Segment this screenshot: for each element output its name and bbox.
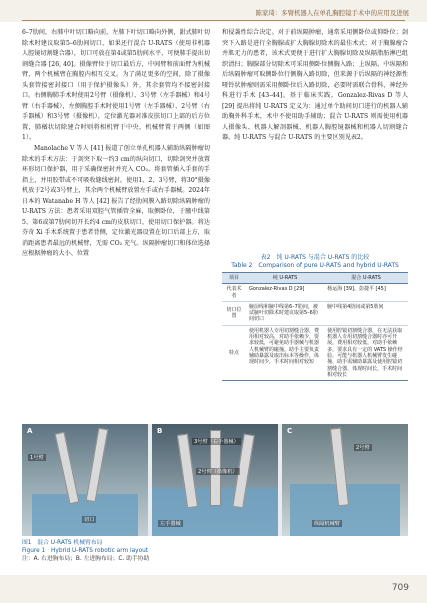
row-label: 切口位置 (222, 301, 246, 325)
table-caption-en: Table 2 Comparison of pure U-RATS and hybrid U-RATS (231, 262, 399, 269)
table-row (222, 325, 408, 380)
column-header-hybrid: 混合 U-RATS (324, 273, 408, 284)
arm-tag: 纵隔机械臂 (314, 521, 340, 527)
left-paragraph-1: 6–7肋间，右肺中叶切口略向前，左肺下叶切口略向外侧，鉗式肺叶切除术时建议取第5–6肋间切口，如果还行混合 U-RATS（使用非机器人腔镜切割缝合器），切口可放在第4或第5肋间水平，可便肺手提出切割缝合器 [26, 40]。摄像臂位于切口最后方，中间臂和前面臂为机械臂，两个机械臂在胸腔内相互交叉。为了满足更多的空间，除了摄像头套管接密封接口（用于保护摄像头）外，其余套管均不接密封接口。右侧胸肺手术时使用2号臂（摄像机）、3号臂（左手器械）和4号臂（右手器械），左侧胸腔手术时使用1号臂（左手器械）、2号臂（右手器械）和3号臂（摄像机），定位激光器对准皮肤切口上部的后方位置，肺楢状切除建合时则将相机臂于中央，机械臂置于两侧（如图1）。 (22, 29, 210, 142)
cell-pure: 腋前线和腋中线第6–7肋间，被试腋叶切除术时建议取第5–6肋间切口 (246, 301, 324, 325)
page-number: 709 (391, 583, 409, 593)
cell-pure: Gonzalez-Rivas D [29] (246, 284, 324, 302)
incision-tag: 切口 (84, 517, 95, 523)
left-column (22, 28, 210, 260)
table-row (222, 284, 408, 302)
table-row (222, 301, 408, 325)
photo-panel-b (152, 424, 278, 536)
arm-tag: 2号臂（摄像机） (198, 469, 238, 475)
figure-caption-cn: 图1 混合 U-RATS 机械臂布局 (22, 540, 103, 546)
arm-tag: 2号臂 (356, 445, 370, 451)
row-label: 代表术者 (222, 284, 246, 302)
figure-note: 注：A. 右进胸布局；B. 左进胸布局；C. 助手协助 (22, 556, 150, 562)
robotic-arm (86, 428, 109, 503)
right-paragraph-1: 和侵袭性综合决定。对于前纵隔肿瘤，通常采用侧卧位或仰卧位；剑突下入路是进行全胸腺或扩大胸腺切除术的最佳术式；对于胸腺瘤合并肌无力的患者，该术式更便于进行扩大胸腺切除及纵隔脂肪淋巴组织清扫；胸腺部分切除术可采用侧卧位侧胸入路；上纵隔、中纵隔和后纵隔肿瘤可取侧卧位行侧胸入路切除，但来源于后纵隔的神经源性哑铃状肿瘤则需采用侧卧位后入路切除，必要时需联合骨科、神经外科进行手术 [43–44]。基于临床实践，Gonzalez-Rivas D 等人 [29] 提出将纯 U-RATS 定义为：通过单个助间切口进行的机器人辅助胸外科手术，术中不使用助手辅助；混合 U-RATS 则需使用机器人摄像头、机器人解剖器械、机器人胸腔镜器械和机器人切割缝合器。纯 U-RATS 与混合 U-RATS 的主要区别见表2。 (222, 29, 408, 142)
figure-1 (22, 424, 408, 536)
arm-tag: 3号臂（右手器械） (194, 439, 239, 445)
column-header-pure: 纯 U-RATS (246, 273, 324, 284)
footer-band (0, 575, 427, 603)
running-header: 陈家琦：多臂机器人在单孔胸腔镜手术中的应用及进展 (255, 9, 409, 17)
arm-tag: 1号臂 (30, 455, 44, 461)
left-paragraph-2: Manolache V 等人 [41] 报道了创立单孔机器人辅助纵隔肿瘤切除术的手术方法：于剑突下取一约3 cm的纵向切口，切除剑突并放置环形切口保护器，用于采确保密封并充入 CO₂，将套管插入手套的手指上，并用胶带或不可吸收缝线密封。使用1、2、3号臂，将30°摄像机放于2号或3号臂上，其余两个机械臂放置左手或右手器械。2024年日本的 Watanabe H 等人 [42] 报告了经肋间膜入路切除纵隔肿瘤的 U-RATS 方法：患者采用双腔气管插管全麻，取侧卧位，于腋中线第5、第6或第7肋间切开长约4 cm的皮肤切口，使用切口保护器。将达芬奇 Xi 手术系统置于患者背侧，定位激光器设置在切口后部上方，取消距离患者最远的机械臂，无需 CO₂ 充气。纵隔肿瘤切口和体位选择应根据肿瘤的大小、位置 (22, 145, 210, 258)
comparison-table (222, 272, 408, 381)
cell-hybrid: 杨运海 [39]、彭捷平 [45] (324, 284, 408, 302)
table-header-row (222, 273, 408, 284)
cell-hybrid: 使用腔镜切割缝合器，在无法获取机器人专用切割缝合器时亦可开展，费用相对较低，对助手依赖多，要求具有一定的 VATS 操作经验，可能与机器人机械臂发生碰撞，助手需辅助暴露及使用腔镜切割缝合器，体现时间长，手术时间相对较长 (324, 325, 408, 380)
table-caption-cn: 表2 纯 U-RATS 与混合 U-RATS 的比较 (260, 254, 370, 261)
photo-panel-c (282, 424, 408, 536)
panel-label-c: C (287, 427, 293, 435)
column-header-item: 项目 (222, 273, 246, 284)
cell-hybrid: 腋中线第4肋间或第5肋间 (324, 301, 408, 325)
panel-label-a: A (27, 427, 33, 435)
right-column (222, 28, 408, 144)
cell-pure: 使用机器人专用切割缝合器，费用相对较高，对助手依赖少，要求较低，可避免助手器械与机器人机械臂的碰撞。助手主要负责辅助暴露及取出标本等操作，体现时间少，手术时间相对较短 (246, 325, 324, 380)
arm-tag: 左手器械 (160, 521, 181, 527)
panel-label-b: B (157, 427, 163, 435)
row-label: 特点 (222, 325, 246, 380)
photo-panel-a (22, 424, 148, 536)
header-rule (22, 20, 405, 21)
figure-caption-en: Figure 1 Hybrid U-RATS robotic arm layout (22, 548, 149, 554)
